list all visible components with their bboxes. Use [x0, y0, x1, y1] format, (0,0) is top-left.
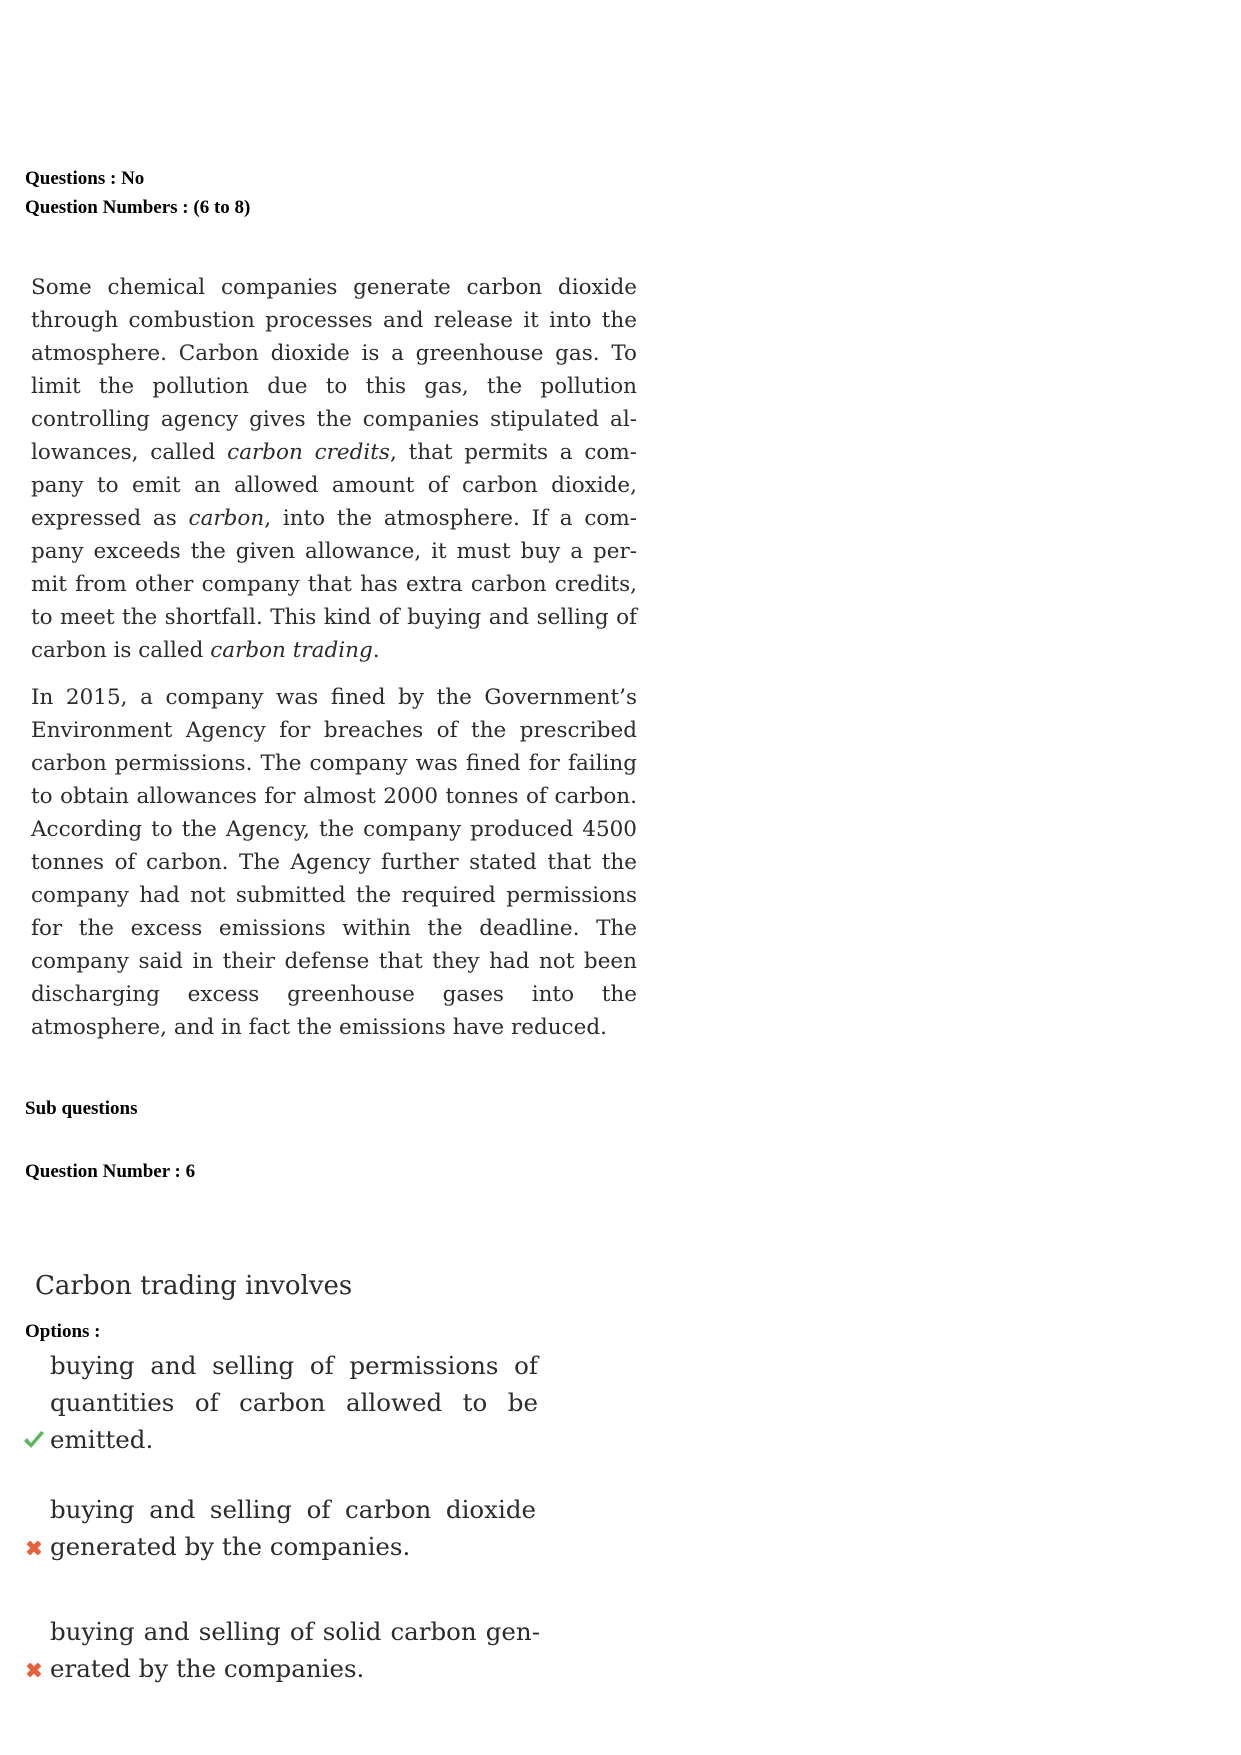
option-2[interactable]: [22, 1491, 536, 1565]
term-carbon: carbon: [188, 506, 265, 531]
passage-text: Some chemical companies generate carbon dioxide through combustion processes and release it into the atmosphere. Carbon dioxide is a greenhouse gas. To limit the pollution due to this gas, the pollution controlling agency gives the companies stipulated allowances, called: [31, 275, 637, 465]
question-number-label: Question Number : 6: [25, 1161, 196, 1182]
passage-text: , into the atmosphere. If a company exceeds the given allowance, it must buy a permit from other company that has extra carbon credits, to meet the shortfall. This kind of buying and selling of carbon is called: [31, 506, 637, 663]
term-carbon-credits: carbon credits: [227, 440, 390, 465]
passage-paragraph-2: In 2015, a company was fined by the Government’s Environment Agency for breaches of the prescribed carbon permissions. The company was fined for failing to obtain allowances for almost 2000 tonnes of carbon. According to the Agency, the company produced 4500 tonnes of carbon. The Agency further stated that the company had not submitted the required permissions for the excess emissions within the deadline. The company said in their defense that they had not been discharging excess greenhouse gases into the atmosphere, and in fact the emissions have reduced.: [31, 685, 637, 1040]
option-1-text: buying and selling of permissions of quantities of carbon allowed to be emitted.: [50, 1351, 538, 1454]
term-carbon-trading: carbon trading: [210, 638, 373, 663]
question-stem: Carbon trading involves: [35, 1271, 353, 1301]
passage-text: .: [372, 638, 380, 663]
comprehension-passage: [31, 271, 637, 1044]
sub-questions-label: Sub questions: [25, 1098, 138, 1119]
check-icon: [22, 1428, 46, 1452]
passage-text: , that permits a company to emit an allowed amount of carbon dioxide, expressed as: [31, 440, 637, 531]
option-2-text: buying and selling of carbon dioxide generated by the companies.: [50, 1495, 536, 1561]
option-3[interactable]: [22, 1613, 540, 1687]
option-3-text: buying and selling of solid carbon generated by the companies.: [50, 1617, 540, 1683]
passage-paragraph-1: [31, 271, 637, 667]
option-1[interactable]: [22, 1347, 538, 1458]
cross-icon: [22, 1657, 46, 1681]
questions-label: Questions : No: [25, 168, 145, 189]
question-numbers-label: Question Numbers : (6 to 8): [25, 197, 251, 218]
options-label: Options :: [25, 1321, 101, 1342]
cross-icon: [22, 1535, 46, 1559]
